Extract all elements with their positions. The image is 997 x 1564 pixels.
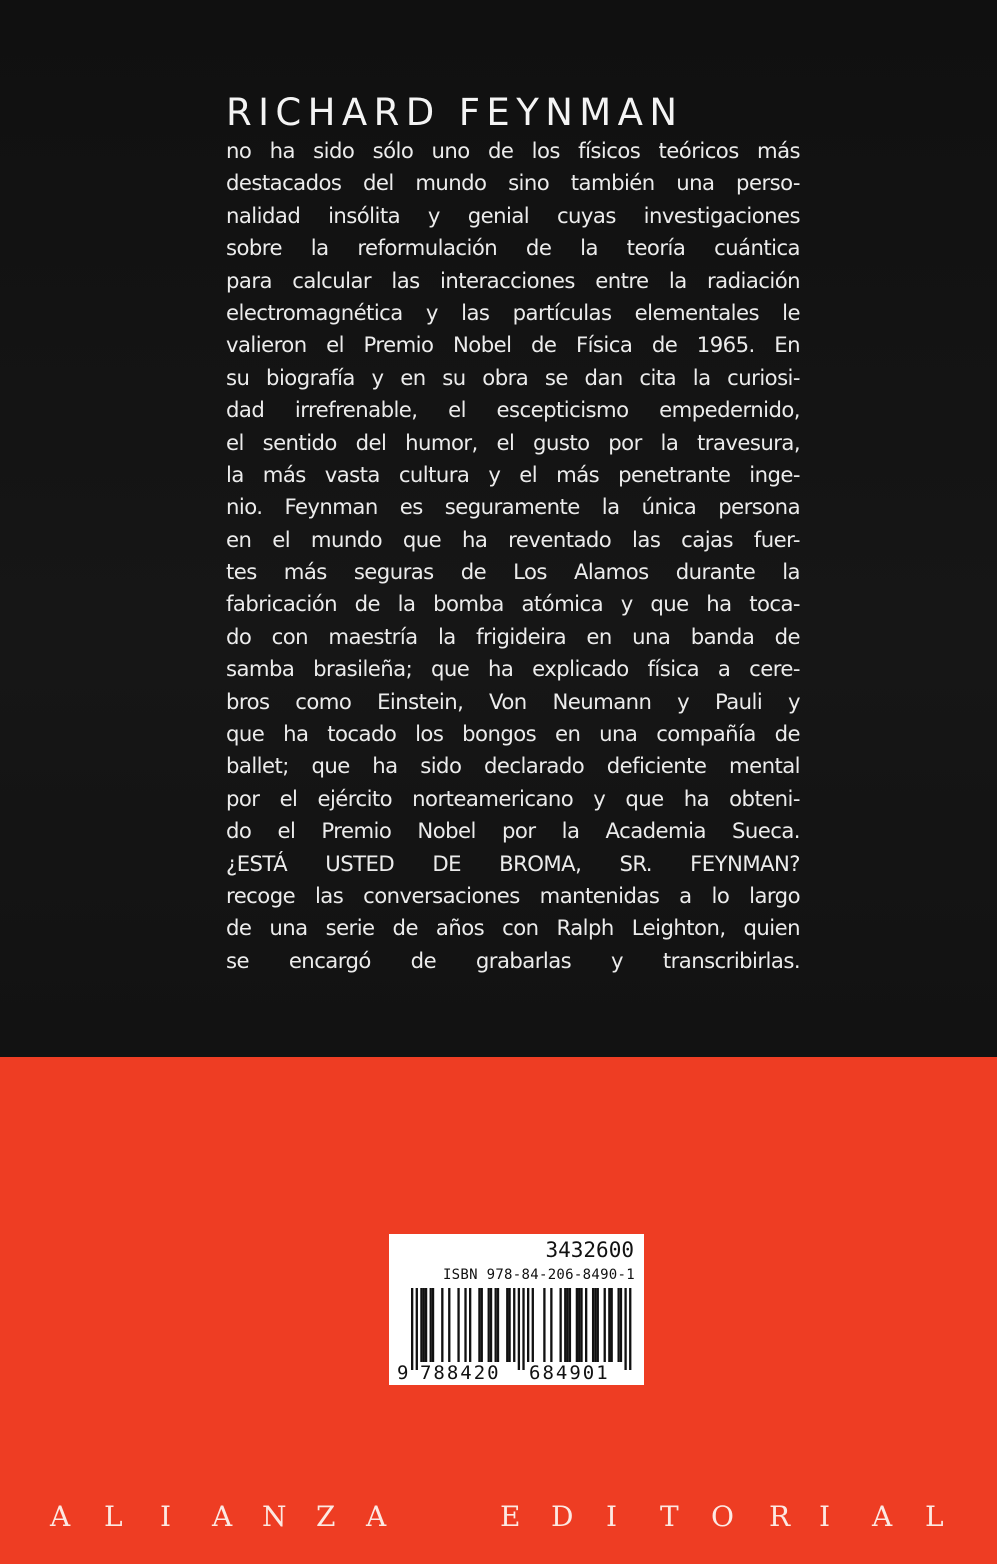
barcode-bar (629, 1288, 631, 1370)
barcode-bar (578, 1288, 580, 1362)
publisher-letter: E (500, 1500, 521, 1533)
barcode-bar (527, 1288, 529, 1362)
blurb-line: la más vasta cultura y el más penetrante inge- (226, 461, 800, 487)
barcode-bar (481, 1288, 483, 1362)
barcode-bar (518, 1288, 520, 1370)
blurb-line: para calcular las interacciones entre la radiación (226, 267, 800, 293)
barcode-bar (564, 1288, 566, 1362)
barcode-bar (464, 1288, 466, 1362)
barcode-bar (432, 1288, 434, 1362)
blurb-line: fabricación de la bomba atómica y que ha toca- (226, 591, 800, 617)
publisher-letter: T (660, 1500, 679, 1533)
publisher-letter: L (104, 1500, 123, 1533)
barcode-bar (624, 1288, 626, 1370)
barcode-bar (490, 1288, 492, 1362)
blurb-line: nio. Feynman es seguramente la única persona (226, 494, 800, 520)
isbn-number: ISBN 978-84-206-8490-1 (442, 1267, 635, 1283)
barcode-digits: 9 (397, 1362, 411, 1384)
publisher-letter: L (925, 1500, 944, 1533)
barcode-bar (566, 1288, 568, 1362)
barcode-bar (411, 1288, 413, 1370)
publisher-letter: I (160, 1500, 172, 1533)
barcode-bar (497, 1288, 499, 1362)
blurb-line: samba brasileña; que ha explicado física a cere- (226, 656, 800, 682)
barcode-bar (604, 1288, 606, 1362)
barcode-bar (597, 1288, 599, 1362)
publisher-letter: R (769, 1500, 791, 1533)
barcode-bar (457, 1288, 459, 1362)
barcode-bar (543, 1288, 545, 1362)
publisher-letter: D (551, 1500, 574, 1533)
author-name: RICHARD FEYNMAN (226, 91, 684, 134)
barcode-bar (550, 1288, 552, 1362)
barcode-bar (425, 1288, 427, 1362)
barcode-bar (592, 1288, 594, 1362)
barcode-bar (416, 1288, 418, 1370)
blurb-text (226, 135, 800, 977)
barcode-bar (478, 1288, 480, 1362)
blurb-line: nalidad insólita y genial cuyas investigaciones (226, 202, 800, 228)
barcode-bar (441, 1288, 443, 1362)
barcode-bar (420, 1288, 422, 1362)
publisher-letter: Z (316, 1500, 336, 1533)
publisher-letter: O (711, 1500, 734, 1533)
barcode-bar (522, 1288, 524, 1370)
barcode-bar (569, 1288, 571, 1362)
blurb-line: se encargó de grabarlas y transcribirlas. (226, 947, 800, 973)
barcode-bar (594, 1288, 596, 1362)
blurb-line: tes más seguras de Los Alamos durante la (226, 559, 800, 585)
publisher-letter: A (212, 1500, 233, 1533)
barcode-bar (611, 1288, 613, 1362)
blurb-line: destacados del mundo sino también una perso- (226, 170, 800, 196)
blurb-line: por el ejército norteamericano y que ha obteni- (226, 785, 800, 811)
barcode-bar (430, 1288, 432, 1362)
price-code: 3432600 (545, 1238, 634, 1262)
blurb-line: sobre la reformulación de la teoría cuántica (226, 235, 800, 261)
publisher-letter: I (819, 1500, 831, 1533)
barcode-bar (585, 1288, 587, 1362)
publisher-letter: A (366, 1500, 387, 1533)
blurb-line: do el Premio Nobel por la Academia Sueca. (226, 818, 800, 844)
blurb-line: ¿ESTÁ USTED DE BROMA, SR. FEYNMAN? (226, 850, 800, 876)
barcode-bar (495, 1288, 497, 1362)
barcode-bar (488, 1288, 490, 1362)
barcode-bar (423, 1288, 425, 1362)
barcode-bar (608, 1288, 610, 1362)
blurb-line: el sentido del humor, el gusto por la travesura, (226, 429, 800, 455)
publisher-letter: A (872, 1500, 893, 1533)
blurb-line: valieron el Premio Nobel de Física de 1965. En (226, 332, 800, 358)
barcode-label (389, 1234, 644, 1385)
blurb-line: electromagnética y las partículas elementales le (226, 299, 800, 325)
blurb-line: su biografía y en su obra se dan cita la curiosi- (226, 364, 800, 390)
blurb-line: recoge las conversaciones mantenidas a lo largo (226, 882, 800, 908)
ean-barcode (389, 1234, 644, 1385)
blurb-line: ballet; que ha sido declarado deficiente mental (226, 753, 800, 779)
barcode-bar (559, 1288, 561, 1362)
blurb-line: en el mundo que ha reventado las cajas fuer- (226, 526, 800, 552)
barcode-bar (576, 1288, 578, 1362)
barcode-bar (508, 1288, 510, 1362)
publisher-letter: A (50, 1500, 71, 1533)
blurb-line: de una serie de años con Ralph Leighton, quien (226, 915, 800, 941)
barcode-digits: 684901 (529, 1362, 610, 1384)
barcode-digits: 788420 (419, 1362, 501, 1384)
barcode-bar (469, 1288, 471, 1362)
publisher-letter: N (262, 1500, 287, 1533)
barcode-bar (513, 1288, 515, 1362)
blurb-line: no ha sido sólo uno de los físicos teóricos más (226, 138, 800, 163)
publisher-letter: I (606, 1500, 618, 1533)
blurb-line: do con maestría la frigideira en una banda de (226, 623, 800, 649)
publisher-name (0, 1492, 997, 1542)
barcode-bar (580, 1288, 582, 1362)
barcode-bar (617, 1288, 619, 1362)
barcode-bar (620, 1288, 622, 1362)
blurb-line: dad irrefrenable, el escepticismo empedernido, (226, 397, 800, 423)
barcode-bar (532, 1288, 534, 1362)
barcode-bar (506, 1288, 508, 1362)
barcode-bar (448, 1288, 450, 1362)
blurb-line: que ha tocado los bongos en una compañía de (226, 721, 800, 747)
blurb-line: bros como Einstein, Von Neumann y Pauli y (226, 688, 800, 714)
